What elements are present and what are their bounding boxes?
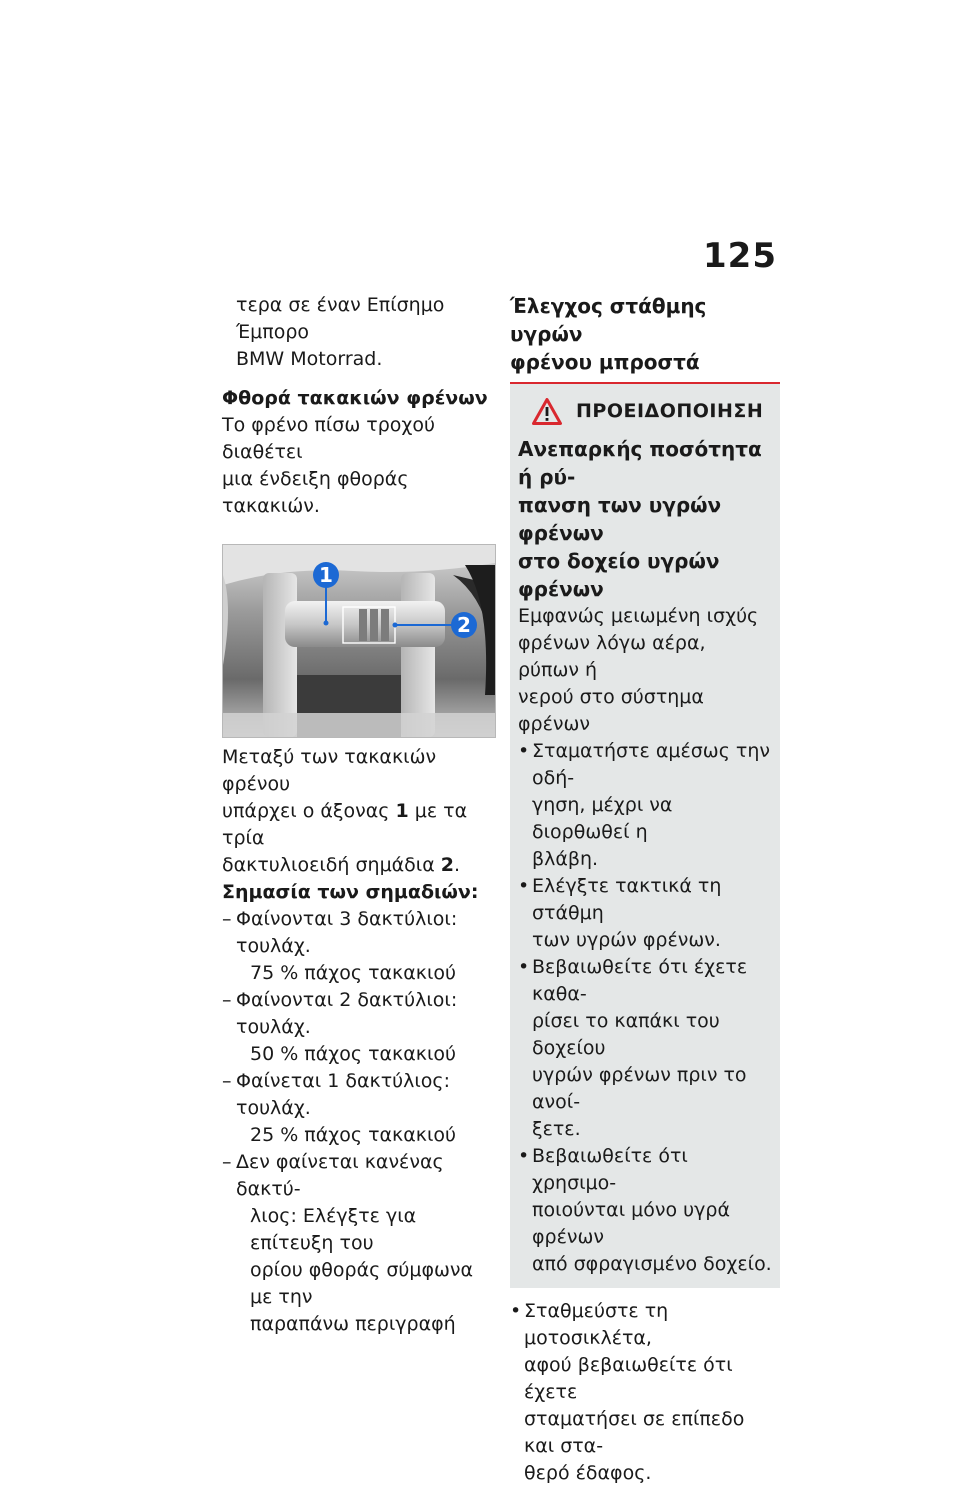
list-item-line: Βεβαιωθείτε ότι έχετε καθα- xyxy=(532,956,748,1005)
warning-title: ΠΡΟΕΙΔΟΠΟΙΗΣΗ xyxy=(576,400,764,422)
list-item-line: Βεβαιωθείτε ότι χρησιμο- xyxy=(532,1145,688,1194)
list-item-line: ρίσει το καπάκι του δοχείου xyxy=(532,1010,720,1059)
warning-body-line-2: φρένων λόγω αέρα, ρύπων ή xyxy=(518,632,706,681)
warning-header xyxy=(532,398,772,425)
dash-marker: – xyxy=(222,1151,232,1173)
list-item-line: λιος: Ελέγξτε για επίτευξη του xyxy=(250,1205,417,1254)
dash-marker: – xyxy=(222,989,232,1011)
list-item-line: υγρών φρένων πριν το ανοί- xyxy=(532,1064,747,1113)
warning-body-line-3: νερού στο σύστημα φρένων xyxy=(518,686,704,735)
dash-marker: – xyxy=(222,1070,232,1092)
list-item-line: 75 % πάχος τακακιού xyxy=(250,962,456,984)
figure-bottom xyxy=(223,713,495,737)
warning-heading-line-2: πανση των υγρών φρένων xyxy=(518,493,722,545)
pad-right xyxy=(401,573,435,737)
list-item xyxy=(222,1068,494,1149)
intro-line-2: BMW Motorrad. xyxy=(236,348,383,370)
figure-text-line-3 xyxy=(222,852,494,879)
right-column xyxy=(510,292,780,1487)
brake-axle-illustration xyxy=(223,545,495,737)
list-item-line: Σταματήστε αμέσως την οδή- xyxy=(532,740,770,789)
list-item-line: ποιούνται μόνο υγρά φρένων xyxy=(532,1199,730,1248)
axle-ring-1 xyxy=(359,609,367,641)
paragraph-line-2: μια ένδειξη φθοράς τακακιών. xyxy=(222,468,409,517)
figure-text-line-2-post: με τα τρία xyxy=(222,800,468,849)
section-title-line-1: Έλεγχος στάθμης υγρών xyxy=(510,294,707,346)
figure-text-line-2-pre: υπάρχει ο άξονας xyxy=(222,800,396,822)
pad-left xyxy=(263,573,297,737)
callout-1-label: 1 xyxy=(319,563,333,587)
list-item-line: 50 % πάχος τακακιού xyxy=(250,1043,456,1065)
list-item-line: Φαίνονται 2 δακτύλιοι: τουλάχ. xyxy=(236,989,458,1038)
axle-ring-3 xyxy=(381,609,389,641)
list-item xyxy=(518,954,772,1143)
step-line: αφού βεβαιωθείτε ότι έχετε xyxy=(524,1354,733,1403)
figure-text-line-3-post: . xyxy=(454,854,461,876)
list-item-line: βλάβη. xyxy=(532,848,599,870)
figure-text-line-2 xyxy=(222,798,494,852)
list-item xyxy=(518,873,772,954)
bullet-marker: • xyxy=(518,875,530,897)
section-heading: Φθορά τακακιών φρένων xyxy=(222,387,488,409)
paragraph-line-1: Το φρένο πίσω τροχού διαθέτει xyxy=(222,414,435,463)
figure-text-line-3-pre: δακτυλιοειδή σημάδια xyxy=(222,854,441,876)
axle-ref-number: 1 xyxy=(395,800,409,822)
list-item-line: ξετε. xyxy=(532,1118,581,1140)
marks-subheading: Σημασία των σημαδιών: xyxy=(222,881,479,903)
bullet-marker: • xyxy=(518,1145,530,1167)
leader-dot-2 xyxy=(393,623,398,628)
list-item xyxy=(222,1149,494,1338)
page-number: 125 xyxy=(703,236,777,276)
figure-text-line-1: Μεταξύ των τακακιών φρένου xyxy=(222,746,437,795)
section-title-line-2: φρένου μπροστά xyxy=(510,350,700,374)
step-line: Σταθμεύστε τη μοτοσικλέτα, xyxy=(524,1300,669,1349)
list-item-line: Δεν φαίνεται κανένας δακτύ- xyxy=(236,1151,444,1200)
list-item-line: 25 % πάχος τακακιού xyxy=(250,1124,456,1146)
axle-ring-2 xyxy=(370,609,378,641)
bullet-marker: • xyxy=(518,956,530,978)
bullet-marker: • xyxy=(518,740,530,762)
step-marker: • xyxy=(510,1300,522,1322)
warning-box xyxy=(510,384,780,1288)
brake-pad-figure xyxy=(222,544,496,738)
dash-marker: – xyxy=(222,908,232,930)
step-item xyxy=(510,1298,780,1487)
list-item xyxy=(518,1143,772,1278)
list-item xyxy=(518,738,772,873)
list-item-line: γηση, μέχρι να διορθωθεί η xyxy=(532,794,673,843)
leader-dot-1 xyxy=(324,621,329,626)
list-item-line: Φαίνεται 1 δακτύλιος: τουλάχ. xyxy=(236,1070,450,1119)
marks-ref-number: 2 xyxy=(440,854,455,876)
list-item-line: ορίου φθοράς σύμφωνα με την xyxy=(250,1259,474,1308)
callout-2-label: 2 xyxy=(457,613,471,637)
warning-triangle-icon xyxy=(532,398,562,425)
warning-body-line-1: Εμφανώς μειωμένη ισχύς xyxy=(518,605,759,627)
warning-heading-line-1: Ανεπαρκής ποσότητα ή ρύ- xyxy=(518,437,762,489)
list-item xyxy=(222,987,494,1068)
left-column xyxy=(222,292,494,1338)
list-item-line: από σφραγισμένο δοχείο. xyxy=(532,1253,772,1275)
warning-heading-line-3: στο δοχείο υγρών φρένων xyxy=(518,549,720,601)
list-item-line: Φαίνονται 3 δακτύλιοι: τουλάχ. xyxy=(236,908,458,957)
list-item-line: Ελέγξτε τακτικά τη στάθμη xyxy=(532,875,722,924)
step-line: σταματήσει σε επίπεδο και στα- xyxy=(524,1408,745,1457)
list-item-line: των υγρών φρένων. xyxy=(532,929,721,951)
intro-line-1: τερα σε έναν Επίσημο Έμπορο xyxy=(236,294,445,343)
step-line: θερό έδαφος. xyxy=(524,1462,652,1484)
list-item xyxy=(222,906,494,987)
list-item-line: παραπάνω περιγραφή xyxy=(250,1313,456,1335)
